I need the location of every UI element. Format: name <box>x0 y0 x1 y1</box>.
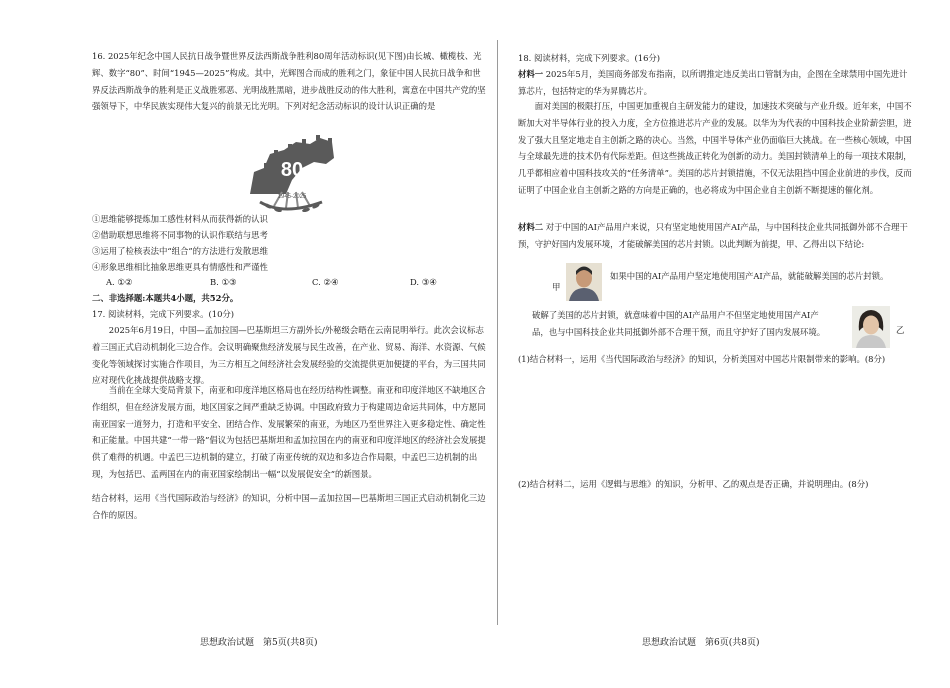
q18-stem: 18. 阅读材料，完成下列要求。(16分) <box>518 53 661 63</box>
q17-paragraph-2: 当前在全球大变局背景下，南亚和印度洋地区格局也在经历结构性调整。南亚和印度洋地区不缺地区合作组织，但在经济发展方面，地区国家之间严重缺乏协调。中国政府致力于构建周边命运共同体，中方愿同南亚国家一道努力，打造和平安全、团结合作、发展繁荣的南亚，为地区乃至世界注入更多稳定性、确定性和正能量。中国共建“一带一路”倡议为包括巴基斯坦和孟加拉国在内的南亚和印度洋地区的经济社会发展提供了难得的机遇。中孟巴三边机制的建立，打破了南亚传统的双边和多边合作局限，中孟巴三边机制的出现，为包括巴、孟两国在内的南亚国家绘制出一幅“以发展促安全”的新图景。 <box>92 385 486 479</box>
material2-label: 材料二 <box>518 222 544 232</box>
speaker-yi-label: 乙 <box>896 325 905 335</box>
q17-question: 结合材料，运用《当代国际政治与经济》的知识，分析中国—孟加拉国—巴基斯坦三国正式启动机制化三边合作的原因。 <box>92 493 486 520</box>
page-footer-left: 思想政治试题 第5页(共8页) <box>200 638 318 648</box>
q17-paragraph-1: 2025年6月19日，中国—孟加拉国—巴基斯坦三方副外长/外秘级会晤在云南昆明举行。此次会议标志着三国正式启动机制化三边合作。会议明确聚焦经济发展与民生改善，在产业、贸易、海洋、水资源、气候变化等领域探讨实施合作项目，为三方相互之间经济社会发展经验的交流提供更加便捷的平台，为三国共同应对现代化挑战提供战略支撑。 <box>92 325 486 386</box>
anniversary-logo <box>244 132 340 218</box>
material2-paragraph: 对于中国的AI产品用户来说，只有坚定地使用国产AI产品，与中国科技企业共同抵御外部不合理干预，守护好国内发展环境，才能破解美国的芯片封锁。以此判断为前提，甲、乙得出以下结论: <box>518 222 908 249</box>
q17-stem: 17. 阅读材料，完成下列要求。(10分) <box>92 309 235 319</box>
logo-number: 80 <box>280 159 304 181</box>
q16-stem: 16. 2025年纪念中国人民抗日战争暨世界反法西斯战争胜利80周年活动标识(见下图)由长城、橄榄枝、光辉、数字“80”、时间“1945—2025”构成。其中，光辉图合而成的胜利之门，象征中国人民抗日战争和世界反法西斯战争的胜利是正义战胜邪恶、光明战胜黑暗，进步战胜反动的伟大胜利，寓意在中国共产党的坚强领导下，中华民族实现伟大复兴的前景无比光明。下列对纪念活动标识的设计认识正确的是 <box>92 51 486 112</box>
material1-label: 材料一 <box>518 69 544 79</box>
q16-option-b: B. ①③ <box>210 277 237 287</box>
q16-item-1: ①思维能够提炼加工感性材料从而获得新的认识 <box>92 214 268 224</box>
q16-item-2: ②借助联想思维将不同事物的认识作联结与思考 <box>92 230 268 240</box>
q18-subquestion-2: (2)结合材料二，运用《逻辑与思维》的知识，分析甲、乙的观点是否正确，并说明理由。(8分) <box>518 479 869 489</box>
section2-heading: 二、非选择题:本题共4小题，共52分。 <box>92 293 239 303</box>
q16-option-c: C. ②④ <box>312 277 339 287</box>
logo-years: 1945-2025 <box>277 194 307 200</box>
material1-paragraph-2: 面对美国的极限打压，中国更加重视自主研发能力的建设，加速技术突破与产业升级。近年来，中国不断加大对半导体行业的投入力度，全方位推进芯片产业的发展。以华为为代表的中国科技企业阶薪尝胆，迸发了强大且坚定地走自主创新之路的决心。当然，中国半导体产业仍面临巨大挑战。在一些核心领域，中国与全球最先进的技术仍有代际差距。但这些挑战正转化为创新的动力。美国封锁清单上的每一项技术限制，几乎都相应着中国科技攻关的“任务清单”。美国的芯片封锁措施，不仅无法阻挡中国企业前进的步伐，反而证明了中国企业自主创新之路的方向是正确的，也必将成为中国企业自主创新不断提速的催化剂。 <box>518 101 912 195</box>
column-divider <box>497 40 498 625</box>
speaker-jia-photo <box>566 263 602 301</box>
q16-item-3: ③运用了检核表法中“组合”的方法进行发散思维 <box>92 246 269 256</box>
q16-option-d: D. ③④ <box>410 277 437 287</box>
q18-subquestion-1: (1)结合材料一，运用《当代国际政治与经济》的知识，分析美国对中国芯片限制带来的影响。(8分) <box>518 354 886 364</box>
speaker-yi-photo <box>852 306 890 348</box>
q16-item-4: ④形象思维相比抽象思维更具有情感性和严谨性 <box>92 262 268 272</box>
speaker-jia-label: 甲 <box>552 282 561 292</box>
q16-option-a: A. ①② <box>106 277 133 287</box>
speaker-yi-statement: 破解了美国的芯片封锁，就意味着中国的AI产品用户不但坚定地使用国产AI产品，也与中国科技企业共同抵御外部不合理干预，而且守护好了国内发展环境。 <box>532 310 826 337</box>
material1-paragraph-1: 2025年5月，美国商务部发布指南，以所谓推定违反美出口管制为由，企图在全球禁用中国先进计算芯片，包括特定的华为昇腾芯片。 <box>518 69 908 96</box>
page-footer-right: 思想政治试题 第6页(共8页) <box>642 638 760 648</box>
speaker-jia-statement: 如果中国的AI产品用户坚定地使用国产AI产品，就能破解美国的芯片封锁。 <box>610 271 889 281</box>
